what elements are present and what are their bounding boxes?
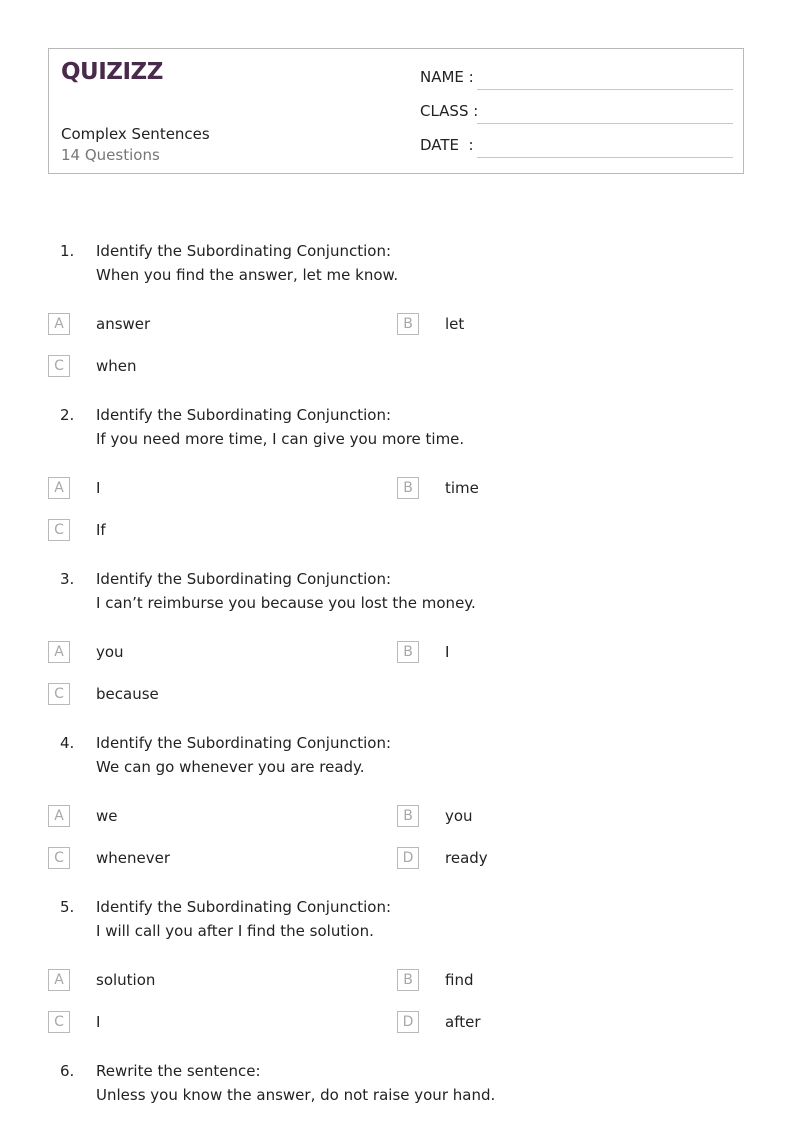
option-c-checkbox[interactable]: C	[48, 847, 70, 869]
option-a-text: I	[96, 479, 101, 497]
option-a-checkbox[interactable]: A	[48, 477, 70, 499]
option-d-checkbox[interactable]: D	[397, 1011, 419, 1033]
option-b-text: let	[445, 315, 465, 333]
date-field-line[interactable]	[477, 157, 733, 158]
question-sentence: If you need more time, I can give you more time.	[96, 430, 465, 448]
option-b-checkbox[interactable]: B	[397, 969, 419, 991]
option-a-text: answer	[96, 315, 151, 333]
question-sentence: I will call you after I find the solution.	[96, 922, 374, 940]
option-b-checkbox[interactable]: B	[397, 477, 419, 499]
option-a-checkbox[interactable]: A	[48, 805, 70, 827]
option-c-text: because	[96, 685, 159, 703]
name-label: NAME :	[420, 68, 474, 86]
question-number: 4.	[60, 734, 75, 752]
option-b-text: time	[445, 479, 479, 497]
option-c-text: whenever	[96, 849, 171, 867]
question-sentence: We can go whenever you are ready.	[96, 758, 365, 776]
option-c-checkbox[interactable]: C	[48, 519, 70, 541]
question-number: 3.	[60, 570, 75, 588]
worksheet-header	[48, 48, 744, 174]
option-a-text: solution	[96, 971, 156, 989]
class-label: CLASS :	[420, 102, 479, 120]
option-d-checkbox[interactable]: D	[397, 847, 419, 869]
option-c-checkbox[interactable]: C	[48, 355, 70, 377]
option-c-checkbox[interactable]: C	[48, 1011, 70, 1033]
date-label: DATE :	[420, 136, 474, 154]
question-number: 6.	[60, 1062, 75, 1080]
question-count: 14 Questions	[61, 146, 160, 164]
option-c-text: when	[96, 357, 137, 375]
question-prompt: Identify the Subordinating Conjunction:	[96, 898, 392, 916]
worksheet-title: Complex Sentences	[61, 125, 210, 143]
question-number: 1.	[60, 242, 75, 260]
option-b-checkbox[interactable]: B	[397, 805, 419, 827]
question-sentence: Unless you know the answer, do not raise your hand.	[96, 1086, 496, 1104]
option-c-text: If	[96, 521, 106, 539]
option-d-text: ready	[445, 849, 488, 867]
question-prompt: Identify the Subordinating Conjunction:	[96, 570, 392, 588]
option-b-checkbox[interactable]: B	[397, 313, 419, 335]
option-b-text: find	[445, 971, 474, 989]
option-a-text: we	[96, 807, 118, 825]
question-number: 5.	[60, 898, 75, 916]
option-c-checkbox[interactable]: C	[48, 683, 70, 705]
question-prompt: Identify the Subordinating Conjunction:	[96, 242, 392, 260]
question-prompt: Rewrite the sentence:	[96, 1062, 261, 1080]
question-number: 2.	[60, 406, 75, 424]
option-a-checkbox[interactable]: A	[48, 641, 70, 663]
option-b-checkbox[interactable]: B	[397, 641, 419, 663]
option-c-text: I	[96, 1013, 101, 1031]
option-a-checkbox[interactable]: A	[48, 313, 70, 335]
question-prompt: Identify the Subordinating Conjunction:	[96, 406, 392, 424]
question-sentence: I can’t reimburse you because you lost the money.	[96, 594, 476, 612]
question-prompt: Identify the Subordinating Conjunction:	[96, 734, 392, 752]
option-b-text: I	[445, 643, 450, 661]
name-field-line[interactable]	[477, 89, 733, 90]
class-field-line[interactable]	[477, 123, 733, 124]
option-d-text: after	[445, 1013, 481, 1031]
option-a-checkbox[interactable]: A	[48, 969, 70, 991]
option-a-text: you	[96, 643, 124, 661]
quizizz-logo: QUIZIZZ	[61, 59, 163, 85]
question-sentence: When you find the answer, let me know.	[96, 266, 399, 284]
option-b-text: you	[445, 807, 473, 825]
